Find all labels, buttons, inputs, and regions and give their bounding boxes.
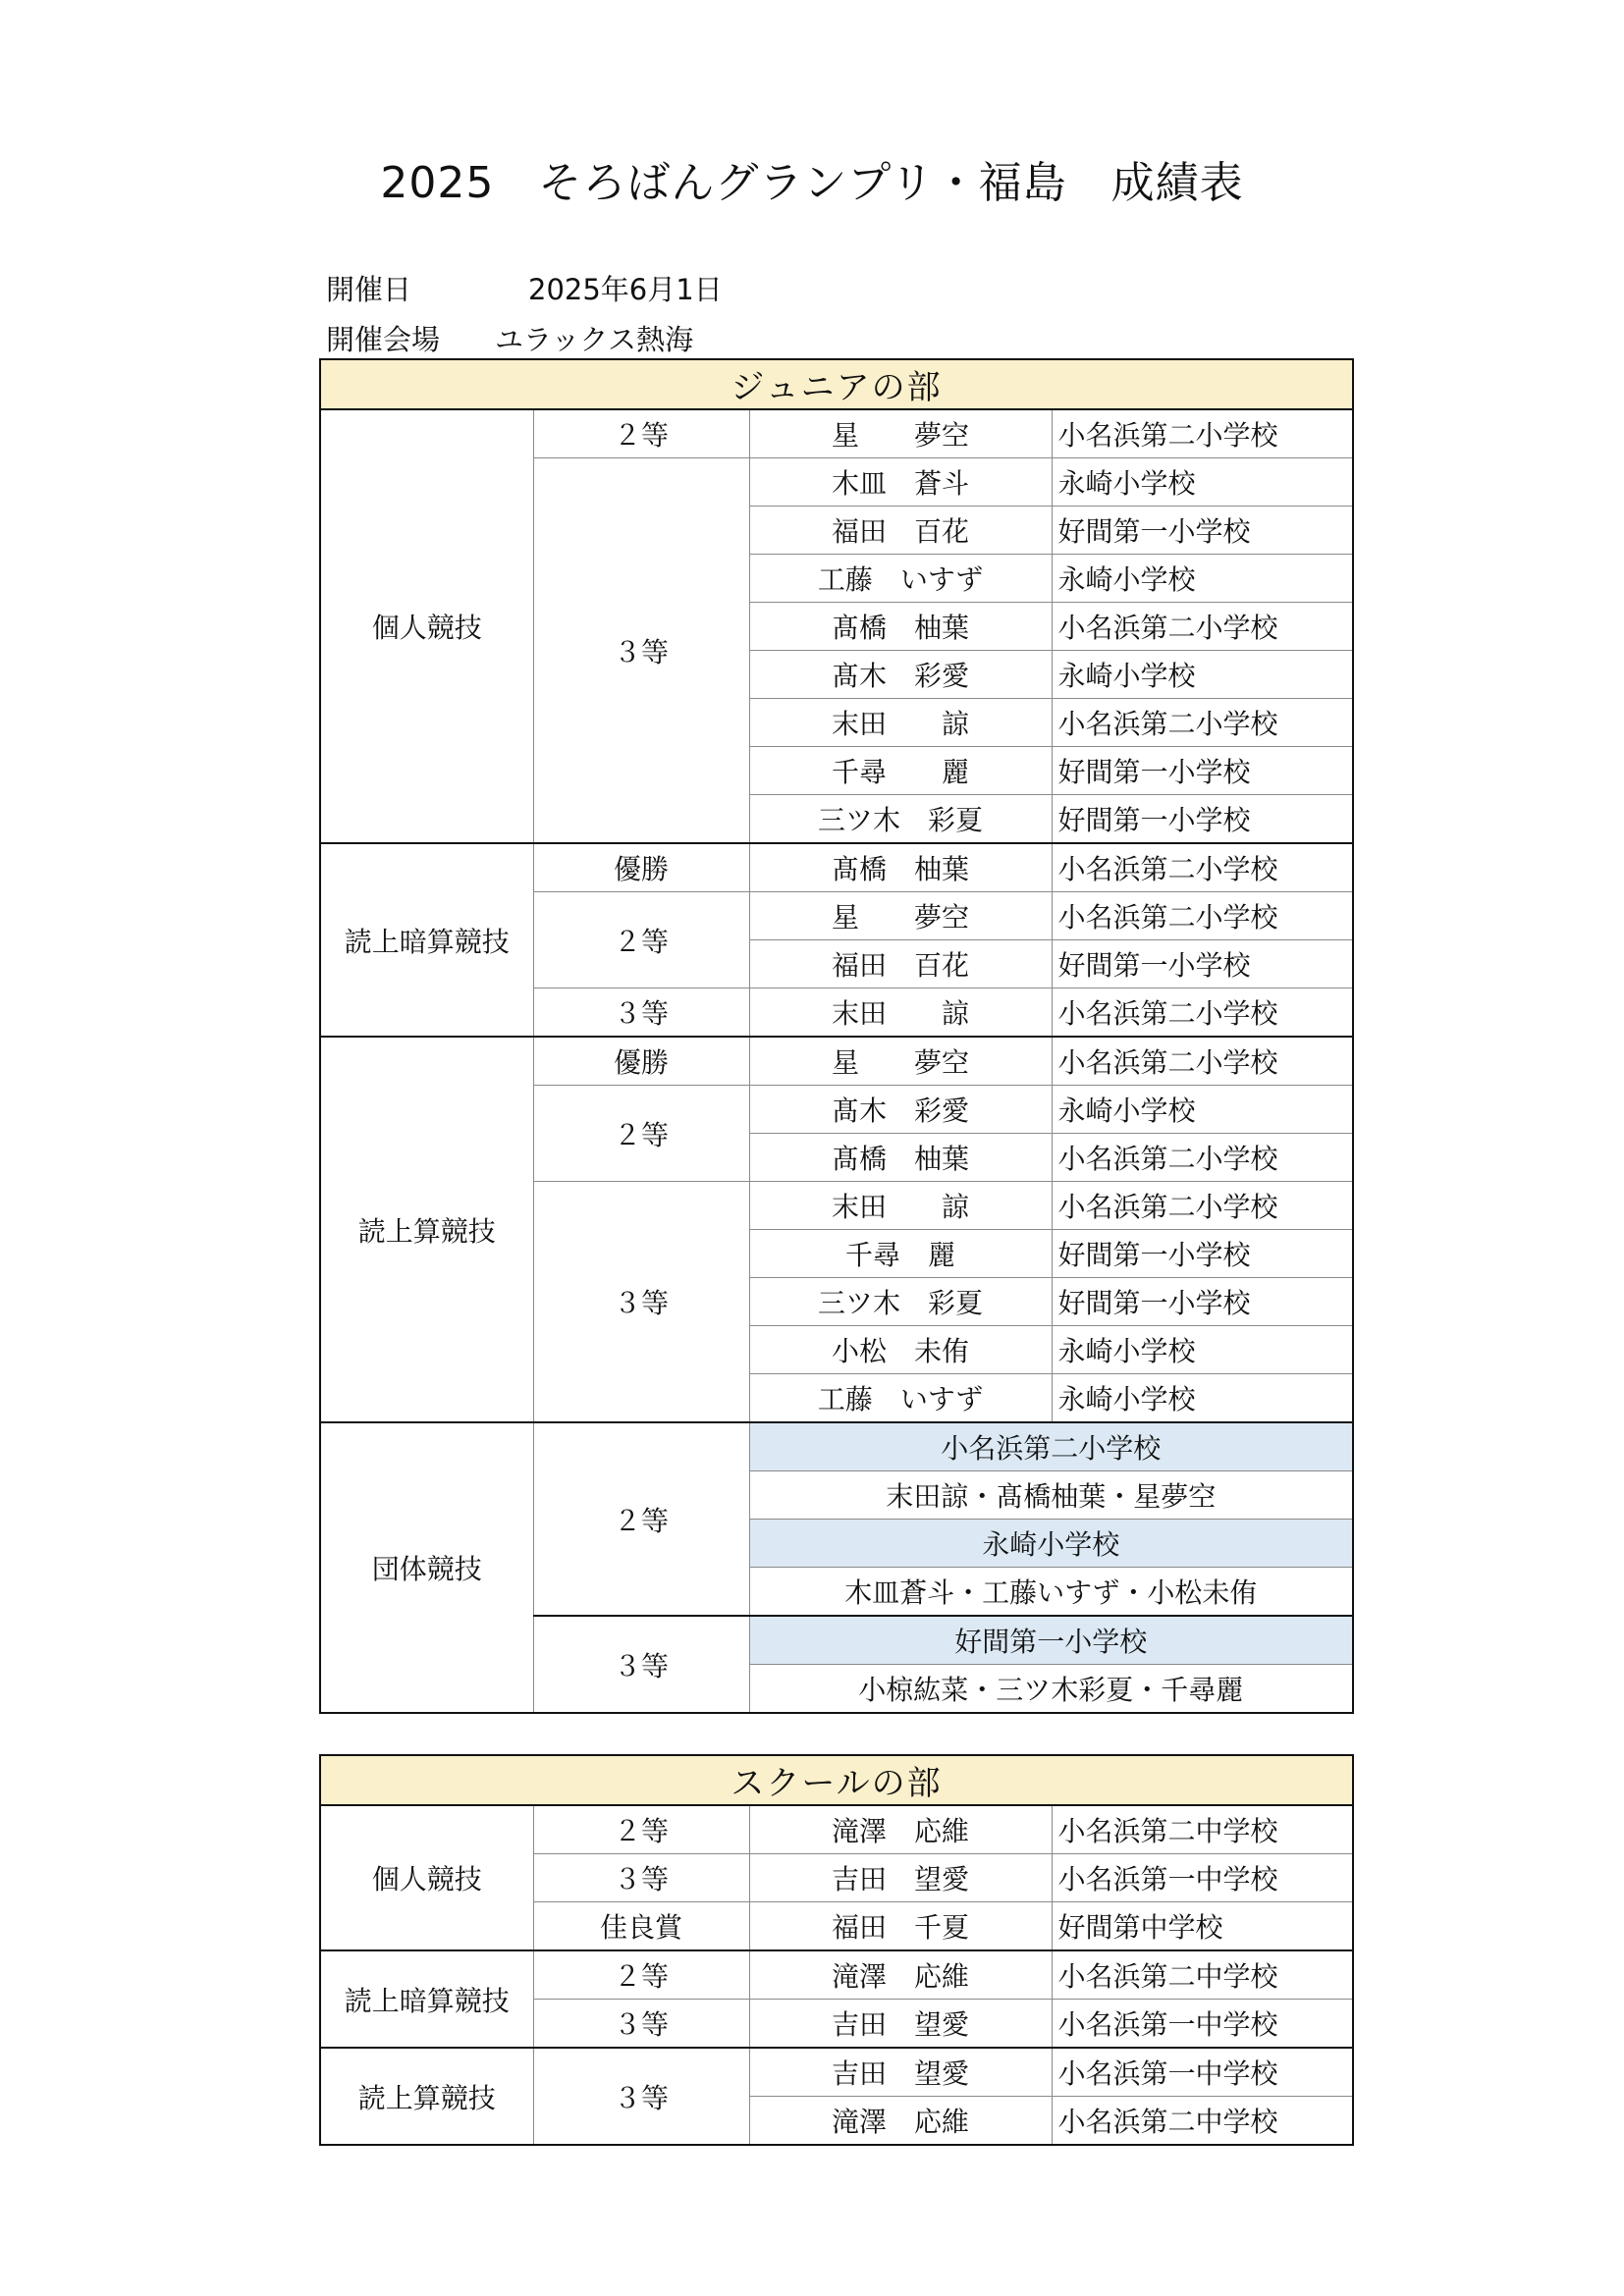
team-school-cell: 小名浜第二小学校 [749,1422,1353,1471]
name-cell: 滝澤 応維 [749,2097,1052,2146]
school-division-header: スクールの部 [320,1755,1353,1805]
name-cell: 工藤 いすず [749,555,1052,603]
school-cell: 小名浜第二小学校 [1052,843,1353,892]
table-row [320,1950,1353,2000]
school-results-table [319,1754,1354,2146]
school-cell: 好間第一小学校 [1052,1278,1353,1326]
school-cell: 小名浜第二中学校 [1052,1805,1353,1854]
school-cell: 永崎小学校 [1052,651,1353,699]
event-date [326,268,723,308]
junior-header: ジュニアの部 [320,359,1353,409]
rank-cell: 優勝 [533,1037,749,1086]
school-cell: 小名浜第二小学校 [1052,892,1353,940]
school-cell: 小名浜第二小学校 [1052,988,1353,1038]
rank-cell: ２等 [533,409,749,458]
name-cell: 末田 諒 [749,988,1052,1038]
team-school-cell: 永崎小学校 [749,1520,1353,1568]
rank-cell: ３等 [533,988,749,1038]
table-row [320,409,1353,458]
school-cell: 小名浜第二小学校 [1052,1134,1353,1182]
name-cell: 小松 未侑 [749,1326,1052,1374]
name-cell: 吉田 望愛 [749,2048,1052,2097]
table-row [320,1805,1353,1854]
venue-value: ユラックス熱海 [495,323,694,356]
event-name: 読上算競技 [320,2048,533,2145]
table-row [320,843,1353,892]
school-cell: 好間第一小学校 [1052,507,1353,555]
school-cell: 小名浜第一中学校 [1052,2048,1353,2097]
table-row [320,1037,1353,1086]
team-members-cell: 小椋紘菜・三ツ木彩夏・千尋麗 [749,1665,1353,1714]
school-cell: 小名浜第二小学校 [1052,1037,1353,1086]
name-cell: 千尋 麗 [749,747,1052,795]
name-cell: 吉田 望愛 [749,2000,1052,2049]
name-cell: 髙橋 柚葉 [749,1134,1052,1182]
rank-cell: ２等 [533,892,749,988]
school-cell: 小名浜第二小学校 [1052,699,1353,747]
name-cell: 末田 諒 [749,699,1052,747]
rank-cell: ２等 [533,1950,749,2000]
team-members-cell: 末田諒・髙橋柚葉・星夢空 [749,1471,1353,1520]
school-cell: 小名浜第二中学校 [1052,1950,1353,2000]
school-cell: 小名浜第一中学校 [1052,2000,1353,2049]
name-cell: 髙橋 柚葉 [749,843,1052,892]
name-cell: 髙木 彩愛 [749,1086,1052,1134]
event-name: 読上暗算競技 [320,843,533,1037]
name-cell: 滝澤 応維 [749,1950,1052,2000]
school-cell: 好間第一小学校 [1052,795,1353,844]
name-cell: 福田 百花 [749,940,1052,988]
team-school-cell: 好間第一小学校 [749,1616,1353,1665]
school-cell: 好間第一小学校 [1052,1230,1353,1278]
venue-label: 開催会場 [326,323,441,356]
school-cell: 小名浜第二小学校 [1052,409,1353,458]
team-members-cell: 木皿蒼斗・工藤いすず・小松未侑 [749,1568,1353,1617]
rank-cell: 佳良賞 [533,1902,749,1951]
rank-cell: ３等 [533,1854,749,1902]
rank-cell: ２等 [533,1086,749,1182]
name-cell: 星 夢空 [749,409,1052,458]
name-cell: 三ツ木 彩夏 [749,795,1052,844]
rank-cell: 優勝 [533,843,749,892]
event-name: 読上算競技 [320,1037,533,1422]
school-cell: 小名浜第二小学校 [1052,603,1353,651]
rank-cell: ３等 [533,2000,749,2049]
event-venue [326,318,693,358]
school-cell: 永崎小学校 [1052,1086,1353,1134]
school-cell: 永崎小学校 [1052,458,1353,507]
name-cell: 髙木 彩愛 [749,651,1052,699]
school-cell: 永崎小学校 [1052,1374,1353,1423]
table-row [320,1422,1353,1471]
rank-cell: ３等 [533,2048,749,2145]
school-cell: 永崎小学校 [1052,1326,1353,1374]
rank-cell: ３等 [533,1182,749,1423]
name-cell: 福田 千夏 [749,1902,1052,1951]
event-name: 個人競技 [320,409,533,843]
school-cell: 小名浜第二小学校 [1052,1182,1353,1230]
school-cell: 好間第中学校 [1052,1902,1353,1951]
event-name: 個人競技 [320,1805,533,1950]
event-name: 読上暗算競技 [320,1950,533,2048]
school-cell: 永崎小学校 [1052,555,1353,603]
name-cell: 吉田 望愛 [749,1854,1052,1902]
name-cell: 福田 百花 [749,507,1052,555]
rank-cell: ２等 [533,1805,749,1854]
name-cell: 滝澤 応維 [749,1805,1052,1854]
name-cell: 髙橋 柚葉 [749,603,1052,651]
name-cell: 千尋 麗 [749,1230,1052,1278]
name-cell: 末田 諒 [749,1182,1052,1230]
name-cell: 星 夢空 [749,1037,1052,1086]
school-cell: 好間第一小学校 [1052,940,1353,988]
rank-cell: ２等 [533,1422,749,1616]
name-cell: 工藤 いすず [749,1374,1052,1423]
name-cell: 木皿 蒼斗 [749,458,1052,507]
rank-cell: ３等 [533,458,749,844]
date-label: 開催日 [326,273,412,306]
event-name: 団体競技 [320,1422,533,1713]
name-cell: 三ツ木 彩夏 [749,1278,1052,1326]
junior-results-table [319,358,1354,1714]
name-cell: 星 夢空 [749,892,1052,940]
table-row [320,2048,1353,2097]
school-cell: 好間第一小学校 [1052,747,1353,795]
school-cell: 小名浜第二中学校 [1052,2097,1353,2146]
school-cell: 小名浜第一中学校 [1052,1854,1353,1902]
page-title: 2025 そろばんグランプリ・福島 成績表 [380,158,1244,208]
rank-cell: ３等 [533,1616,749,1713]
date-value: 2025年6月1日 [528,273,723,306]
